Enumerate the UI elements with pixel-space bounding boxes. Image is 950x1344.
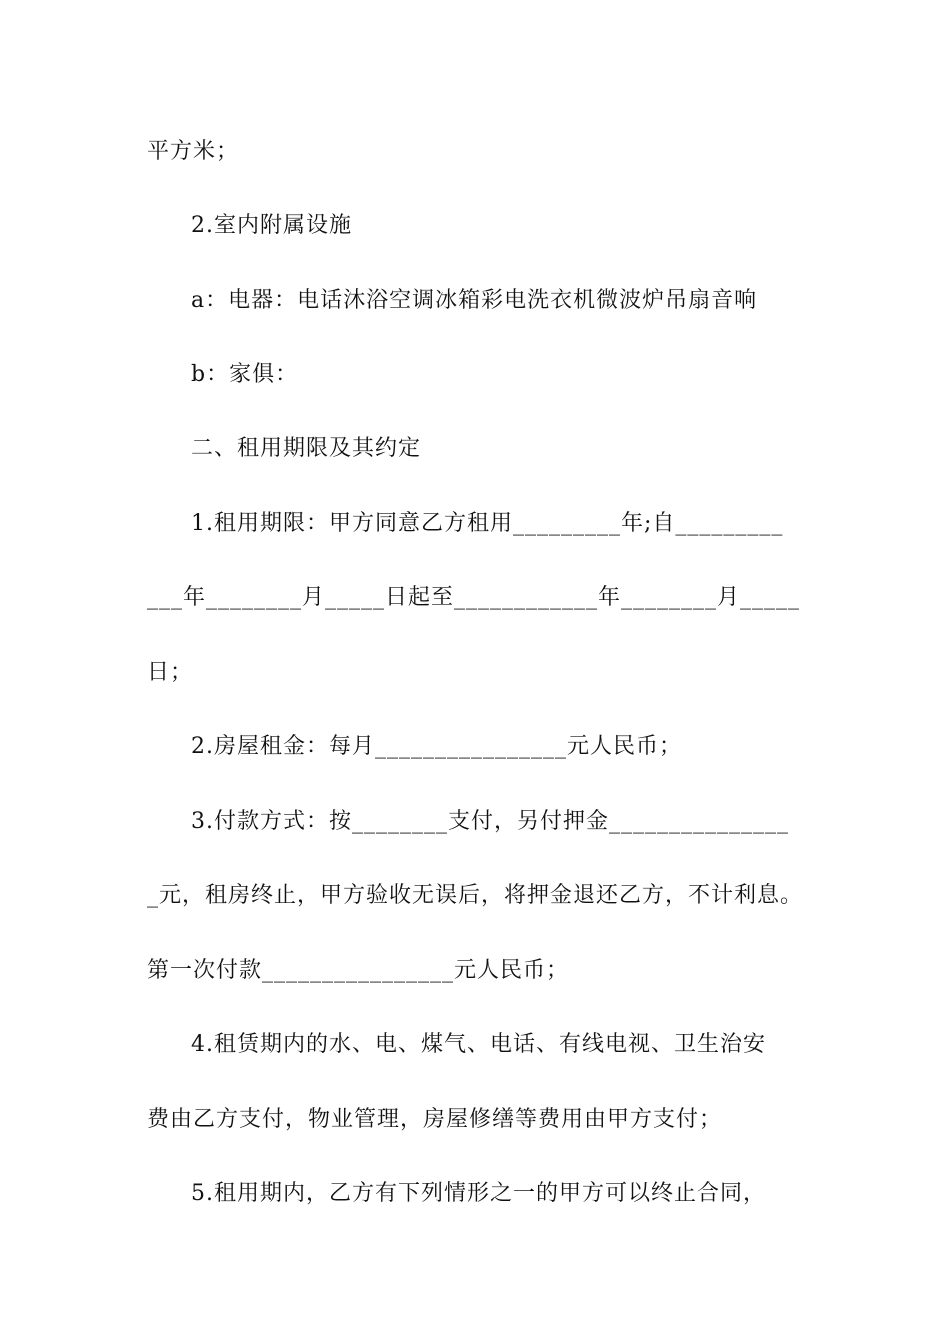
text-line-utilities-cont: 费由乙方支付，物业管理，房屋修缮等费用由甲方支付； — [147, 1107, 723, 1132]
text-line-section-facilities: 2.室内附属设施 — [191, 213, 352, 238]
text-line-utilities: 4.租赁期内的水、电、煤气、电话、有线电视、卫生治安 — [191, 1032, 766, 1057]
text-line-deposit-refund: _元，租房终止，甲方验收无误后，将押金退还乙方，不计利息。 — [147, 883, 804, 908]
text-line-payment-method: 3.付款方式：按________支付，另付押金_______________ — [191, 809, 789, 834]
text-line-lease-dates: ___年________月_____日起至____________年________月_____ — [147, 585, 801, 610]
text-line-monthly-rent: 2.房屋租金：每月________________元人民币； — [191, 734, 682, 759]
text-line-lease-dates-end: 日； — [147, 660, 194, 685]
text-line-furniture: b：家俱： — [191, 362, 299, 387]
text-line-area-unit: 平方米； — [147, 139, 240, 164]
text-line-lease-period: 1.租用期限：甲方同意乙方租用_________年;自_________ — [191, 511, 784, 536]
section-heading-lease-term: 二、租用期限及其约定 — [191, 436, 422, 461]
text-line-appliances: a：电器：电话沐浴空调冰箱彩电洗衣机微波炉吊扇音响 — [191, 288, 758, 313]
text-line-first-payment: 第一次付款________________元人民币； — [147, 958, 570, 983]
text-line-termination: 5.租用期内，乙方有下列情形之一的甲方可以终止合同， — [191, 1181, 766, 1206]
